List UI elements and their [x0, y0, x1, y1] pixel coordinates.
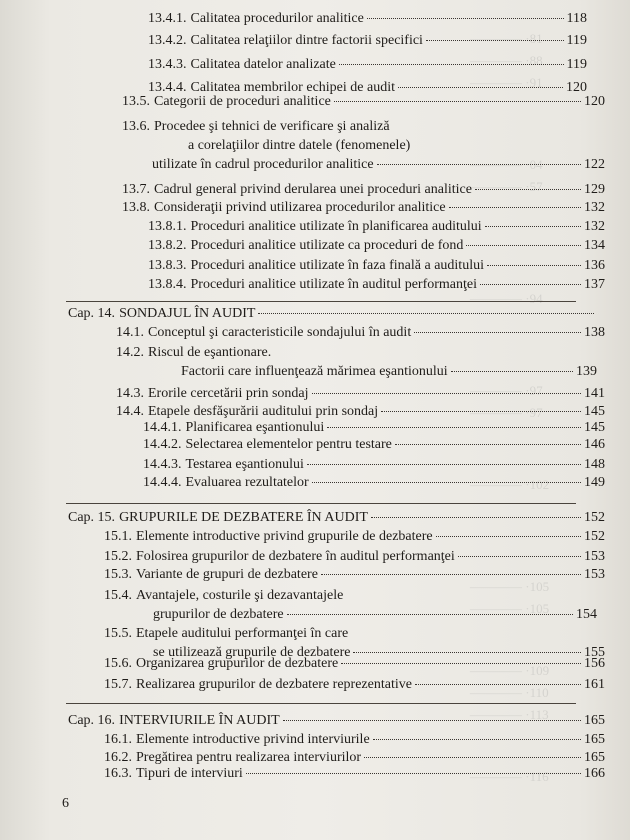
page-ref: 161: [584, 677, 605, 692]
section-title-cont: se utilizează grupurile de dezbatere: [153, 645, 351, 660]
section-number: 13.4.3.: [148, 57, 187, 72]
dot-leader: [377, 164, 581, 165]
page-ref: 145: [584, 404, 605, 419]
section-number: 13.8.3.: [148, 258, 187, 273]
section-title: Consideraţii privind utilizarea procedurilor analitice: [154, 200, 446, 215]
section-title: Cadrul general privind derularea unei proceduri analitice: [154, 182, 472, 197]
dot-leader: [466, 245, 581, 246]
dot-leader: [449, 207, 581, 208]
section-number: 13.8.4.: [148, 277, 187, 292]
section-title: Folosirea grupurilor de dezbatere în auditul performanţei: [136, 549, 455, 564]
chapter-number: Cap. 15.: [68, 510, 116, 525]
dot-leader: [398, 87, 563, 88]
dot-leader: [364, 757, 581, 758]
section-title: Etapele desfăşurării auditului prin sondaj: [148, 404, 379, 419]
section-title: Tipuri de interviuri: [136, 766, 243, 781]
page-ref: 137: [584, 277, 605, 292]
dot-leader: [327, 427, 581, 428]
section-number: 14.3.: [116, 386, 144, 401]
page-ref: 149: [584, 475, 605, 490]
page-number: 6: [62, 796, 69, 811]
dot-leader: [258, 313, 594, 314]
section-number: 14.4.1.: [143, 420, 182, 435]
section-number: 13.5.: [122, 94, 150, 109]
section-number: 13.8.2.: [148, 238, 187, 253]
dot-leader: [426, 40, 564, 41]
section-number: 15.3.: [104, 567, 132, 582]
chapter-title: INTERVIURILE ÎN AUDIT: [119, 713, 280, 728]
dot-leader: [475, 189, 581, 190]
section-title: Proceduri analitice utilizate în faza finală a auditului: [190, 258, 484, 273]
page-ref: 139: [576, 364, 597, 379]
page-ref: 119: [566, 33, 587, 48]
section-title: Variante de grupuri de dezbatere: [136, 567, 318, 582]
section-number: 15.2.: [104, 549, 132, 564]
section-number: 15.1.: [104, 529, 132, 544]
dot-leader: [334, 101, 581, 102]
dot-leader: [367, 18, 564, 19]
section-number: 16.2.: [104, 750, 132, 765]
section-title: Erorile cercetării prin sondaj: [148, 386, 309, 401]
section-title: Calitatea relaţiilor dintre factorii specifici: [190, 33, 423, 48]
section-title: Calitatea procedurilor analitice: [190, 11, 364, 26]
section-title: Calitatea membrilor echipei de audit: [190, 80, 395, 95]
section-title-cont: Factorii care influenţează mărimea eşantionului: [181, 364, 448, 379]
page-ref: 118: [566, 11, 587, 26]
dot-leader: [246, 773, 581, 774]
dot-leader: [381, 411, 581, 412]
page-ref: 156: [584, 656, 605, 671]
section-number: 13.4.4.: [148, 80, 187, 95]
chapter-number: Cap. 14.: [68, 306, 116, 321]
section-number: 14.4.3.: [143, 457, 182, 472]
dot-leader: [312, 482, 581, 483]
dot-leader: [487, 265, 581, 266]
section-title: Calitatea datelor analizate: [190, 57, 336, 72]
page-ref: 132: [584, 200, 605, 215]
page-ref: 122: [584, 157, 605, 172]
page-ref: 141: [584, 386, 605, 401]
section-title: Realizarea grupurilor de dezbatere reprezentative: [136, 677, 412, 692]
page-ref: 155: [584, 645, 605, 660]
section-number: 13.8.: [122, 200, 150, 215]
section-title: Testarea eşantionului: [185, 457, 304, 472]
section-title: Evaluarea rezultatelor: [185, 475, 309, 490]
page-ref: 165: [584, 713, 605, 728]
chapter-separator: [66, 503, 576, 504]
page-ref: 120: [584, 94, 605, 109]
page-ref: 132: [584, 219, 605, 234]
chapter-title: SONDAJUL ÎN AUDIT: [119, 306, 256, 321]
chapter-separator: [66, 301, 576, 302]
chapter-title: GRUPURILE DE DEZBATERE ÎN AUDIT: [119, 510, 368, 525]
bleed-through-text: ———— ·81 ———— ·88 ———— ·91 ———— ·04 ———— ·57 ———— ·94 ———— ·97 ———— ·97 ———— ·102 ———— ·105 ———— ·105 ———— ·109 ———— ·110 ———— ·113 ———— ·116: [470, 31, 550, 784]
dot-leader: [485, 226, 581, 227]
dot-leader: [339, 64, 564, 65]
section-number: 15.5.: [104, 626, 132, 641]
page-ref: 165: [584, 732, 605, 747]
chapter-separator: [66, 703, 576, 704]
dot-leader: [451, 371, 573, 372]
section-title: Conceptul şi caracteristicile sondajului în audit: [148, 325, 412, 340]
section-title: Avantajele, costurile şi dezavantajele: [136, 588, 344, 603]
dot-leader: [287, 614, 573, 615]
dot-leader: [341, 663, 581, 664]
section-title: Proceduri analitice utilizate în auditul performanţei: [190, 277, 478, 292]
dot-leader: [283, 720, 581, 721]
page-ref: 146: [584, 437, 605, 452]
section-number: 13.6.: [122, 119, 150, 134]
dot-leader: [480, 284, 581, 285]
section-title: Categorii de proceduri analitice: [154, 94, 331, 109]
section-title-cont: utilizate în cadrul procedurilor analitice: [152, 157, 374, 172]
section-number: 15.6.: [104, 656, 132, 671]
section-title-cont: grupurilor de dezbatere: [153, 607, 284, 622]
section-number: 16.3.: [104, 766, 132, 781]
page-ref: 119: [566, 57, 587, 72]
page-ref: 153: [584, 549, 605, 564]
section-title-cont: a corelaţiilor dintre datele (fenomenele): [188, 138, 411, 153]
section-number: 13.8.1.: [148, 219, 187, 234]
section-number: 14.4.2.: [143, 437, 182, 452]
section-title: Proceduri analitice utilizate ca proceduri de fond: [190, 238, 464, 253]
page-ref: 153: [584, 567, 605, 582]
page-ref: 120: [566, 80, 587, 95]
section-number: 13.4.2.: [148, 33, 187, 48]
page-ref: 166: [584, 766, 605, 781]
section-title: Proceduri analitice utilizate în planificarea auditului: [190, 219, 482, 234]
section-title: Planificarea eşantionului: [185, 420, 325, 435]
page-ref: 152: [584, 529, 605, 544]
section-title: Riscul de eşantionare.: [148, 345, 272, 360]
page-ref: 138: [584, 325, 605, 340]
dot-leader: [373, 739, 581, 740]
dot-leader: [436, 536, 581, 537]
dot-leader: [312, 393, 581, 394]
section-title: Pregătirea pentru realizarea interviurilor: [136, 750, 362, 765]
dot-leader: [371, 517, 581, 518]
chapter-number: Cap. 16.: [68, 713, 116, 728]
page-ref: 165: [584, 750, 605, 765]
page-ref: 152: [584, 510, 605, 525]
dot-leader: [415, 684, 581, 685]
dot-leader: [395, 444, 581, 445]
section-title: Procedee şi tehnici de verificare şi analiză: [154, 119, 390, 134]
section-number: 14.4.: [116, 404, 144, 419]
dot-leader: [353, 652, 581, 653]
section-number: 14.1.: [116, 325, 144, 340]
page-ref: 134: [584, 238, 605, 253]
section-number: 15.7.: [104, 677, 132, 692]
page-ref: 148: [584, 457, 605, 472]
dot-leader: [458, 556, 581, 557]
page-ref: 129: [584, 182, 605, 197]
section-number: 13.7.: [122, 182, 150, 197]
section-number: 15.4.: [104, 588, 132, 603]
section-number: 14.4.4.: [143, 475, 182, 490]
dot-leader: [414, 332, 581, 333]
page-ref: 154: [576, 607, 597, 622]
section-title: Etapele auditului performanţei în care: [136, 626, 349, 641]
dot-leader: [307, 464, 581, 465]
dot-leader: [321, 574, 581, 575]
page-ref: 145: [584, 420, 605, 435]
section-title: Organizarea grupurilor de dezbatere: [136, 656, 339, 671]
section-number: 16.1.: [104, 732, 132, 747]
section-number: 13.4.1.: [148, 11, 187, 26]
section-title: Elemente introductive privind interviurile: [136, 732, 370, 747]
section-title: Selectarea elementelor pentru testare: [185, 437, 392, 452]
page-ref: 136: [584, 258, 605, 273]
section-number: 14.2.: [116, 345, 144, 360]
section-title: Elemente introductive privind grupurile de dezbatere: [136, 529, 433, 544]
